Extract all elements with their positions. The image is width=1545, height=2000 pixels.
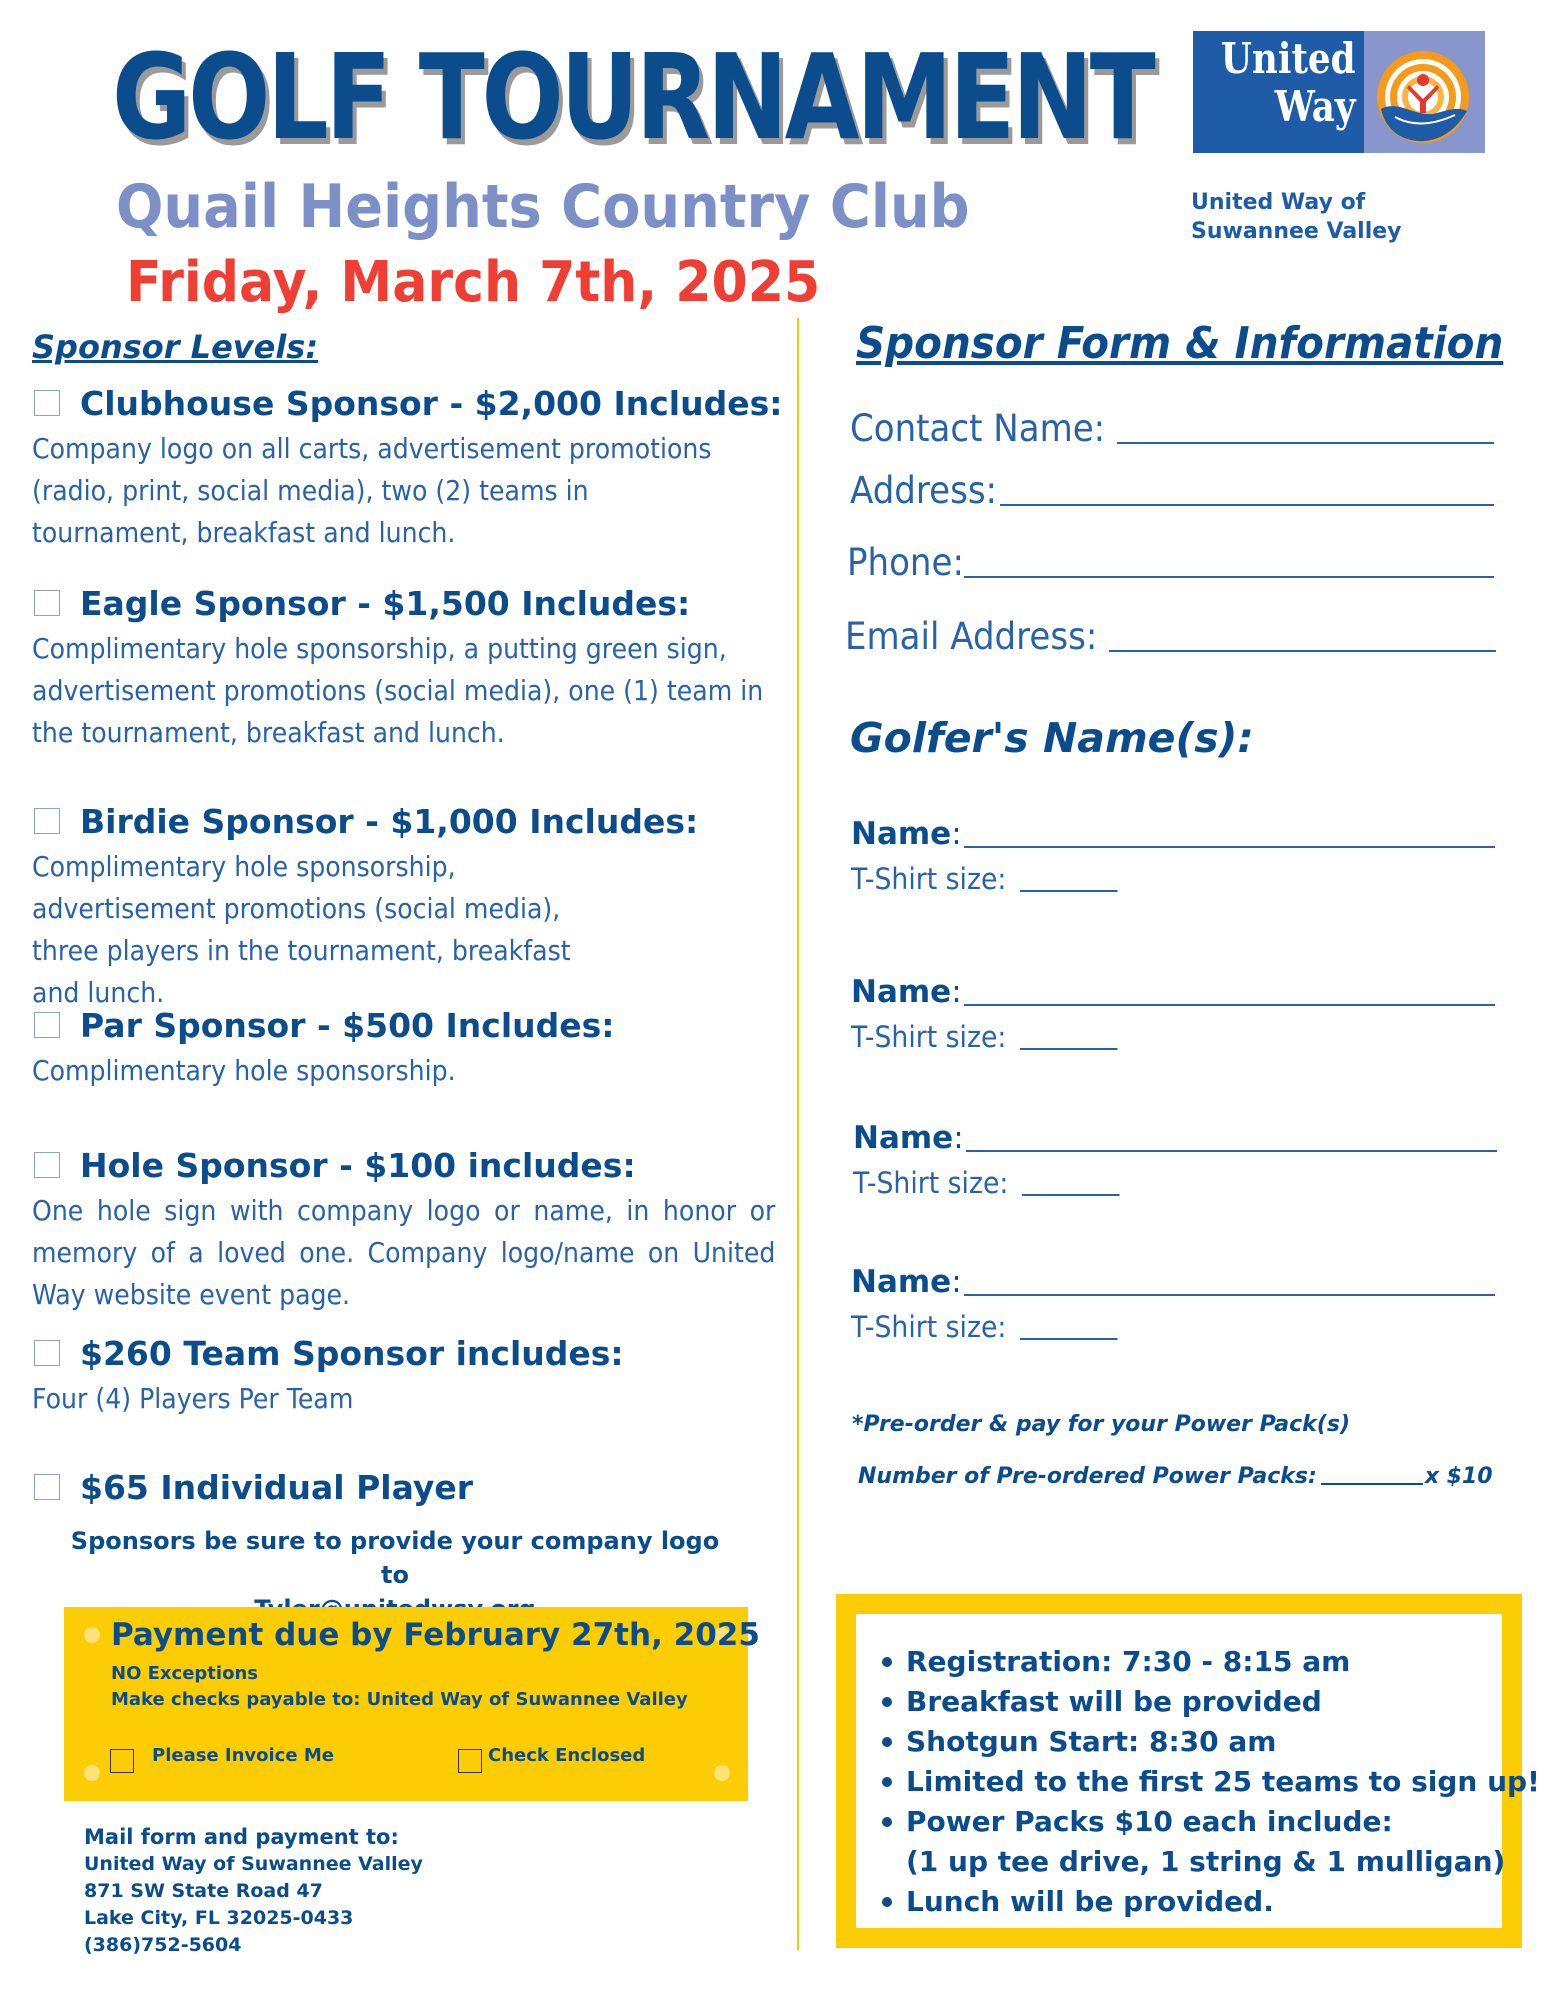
sponsor-level-birdie xyxy=(32,802,777,1014)
tshirt-label: T-Shirt size: xyxy=(851,1310,1007,1344)
logo-wordmark-panel xyxy=(1193,31,1364,153)
check-enclosed-checkbox[interactable] xyxy=(458,1749,482,1773)
mail-city: Lake City, FL 32025-0433 xyxy=(84,1907,354,1929)
page-title: GOLF TOURNAMENT xyxy=(112,28,1153,166)
contact-name-label: Contact Name: xyxy=(850,407,1106,450)
check-enclosed-label: Check Enclosed xyxy=(488,1745,646,1766)
sponsor-level-hole xyxy=(32,1146,777,1316)
name-line[interactable] xyxy=(964,1294,1495,1296)
invoice-checkbox[interactable] xyxy=(110,1749,134,1773)
info-item-power-pack-detail: (1 up tee drive, 1 string & 1 mulligan) xyxy=(906,1845,1506,1878)
tshirt-size-field[interactable] xyxy=(851,1016,1495,1054)
golfer-name-field[interactable] xyxy=(851,814,1495,852)
eagle-title: Eagle Sponsor - $1,500 Includes: xyxy=(80,584,691,623)
individual-title: $65 Individual Player xyxy=(80,1468,474,1507)
birdie-title: Birdie Sponsor - $1,000 Includes: xyxy=(80,802,699,841)
org-name-line-1: United Way of xyxy=(1191,190,1366,215)
invoice-label: Please Invoice Me xyxy=(152,1745,334,1766)
par-title: Par Sponsor - $500 Includes: xyxy=(80,1006,615,1045)
name-line[interactable] xyxy=(964,846,1495,848)
eagle-description: Complimentary hole sponsorship, a putting green sign, advertisement promotions (social media), one (1) team in the tournament, breakfast and lunch. xyxy=(32,632,764,749)
individual-checkbox[interactable] xyxy=(34,1474,60,1500)
birdie-description: Complimentary hole sponsorship, advertisement promotions (social media), three players in the tournament, breakfast and lunch. xyxy=(32,850,571,1009)
mail-phone: (386)752-5604 xyxy=(84,1934,242,1956)
payment-deadline: Payment due by February 27th, 2025 xyxy=(111,1617,760,1653)
golfer-name-field[interactable] xyxy=(851,1262,1495,1300)
sponsor-level-title xyxy=(32,802,777,842)
golfer-entry-2 xyxy=(851,972,1495,1054)
phone-field[interactable] xyxy=(847,538,1494,584)
team-description: Four (4) Players Per Team xyxy=(32,1382,354,1415)
golfers-heading: Golfer's Name(s): xyxy=(850,714,1254,762)
sponsor-form-heading: Sponsor Form & Information xyxy=(856,318,1504,369)
phone-label: Phone: xyxy=(847,541,964,584)
venue-name: Quail Heights Country Club xyxy=(116,172,970,242)
address-field[interactable] xyxy=(850,466,1494,512)
contact-name-line[interactable] xyxy=(1117,442,1494,444)
tshirt-label: T-Shirt size: xyxy=(853,1166,1009,1200)
email-label: Email Address: xyxy=(845,615,1098,658)
eagle-checkbox[interactable] xyxy=(34,590,60,616)
tshirt-line[interactable] xyxy=(1020,1048,1118,1050)
payment-box xyxy=(64,1607,760,1801)
event-date: Friday, March 7th, 2025 xyxy=(126,250,821,315)
power-pack-count-label: Number of Pre-ordered Power Packs: xyxy=(858,1464,1317,1489)
sponsor-level-title xyxy=(32,584,777,624)
name-colon: : xyxy=(951,974,962,1010)
power-pack-count-field[interactable] xyxy=(858,1464,1493,1489)
tshirt-line[interactable] xyxy=(1020,1338,1118,1340)
clubhouse-description: Company logo on all carts, advertisement promotions (radio, print, social media), two (2) teams in tournament, breakfast and lunch. xyxy=(32,432,712,549)
address-label: Address: xyxy=(850,469,998,512)
sponsor-level-clubhouse xyxy=(32,384,783,554)
logo-note-line-1: Sponsors be sure to provide your company logo to xyxy=(70,1527,720,1589)
logo-line-2: Way xyxy=(1275,82,1356,131)
info-item-lunch: Lunch will be provided. xyxy=(906,1882,1540,1922)
sponsor-level-par xyxy=(32,1006,777,1092)
name-label: Name xyxy=(851,816,952,852)
tshirt-size-field[interactable] xyxy=(853,1162,1497,1200)
tshirt-line[interactable] xyxy=(1020,890,1118,892)
event-info-panel xyxy=(856,1614,1540,1928)
event-info-list xyxy=(856,1642,1540,1922)
sponsor-level-title xyxy=(32,1006,777,1046)
sponsor-level-title xyxy=(32,384,783,424)
par-description: Complimentary hole sponsorship. xyxy=(32,1054,456,1087)
mail-heading: Mail form and payment to: xyxy=(84,1825,399,1849)
sponsor-level-eagle xyxy=(32,584,777,754)
name-line[interactable] xyxy=(964,1004,1495,1006)
sponsor-level-title xyxy=(32,1146,777,1186)
sponsor-level-individual xyxy=(32,1468,777,1508)
sponsor-levels-heading: Sponsor Levels: xyxy=(32,328,319,366)
event-info-box xyxy=(836,1594,1540,1948)
email-field[interactable] xyxy=(845,612,1496,658)
name-label: Name xyxy=(851,974,952,1010)
phone-line[interactable] xyxy=(964,576,1494,578)
golfer-name-field[interactable] xyxy=(853,1118,1497,1156)
tshirt-size-field[interactable] xyxy=(851,858,1495,896)
logo-wordmark xyxy=(1221,35,1356,131)
golfer-entry-4 xyxy=(851,1262,1495,1344)
name-label: Name xyxy=(853,1120,954,1156)
mail-street: 871 SW State Road 47 xyxy=(84,1880,323,1902)
sponsor-level-team xyxy=(32,1334,777,1420)
power-pack-count-line[interactable] xyxy=(1321,1483,1423,1485)
org-name xyxy=(1191,188,1471,246)
decorative-dot xyxy=(84,1765,100,1781)
info-item-shotgun-start: Shotgun Start: 8:30 am xyxy=(906,1722,1540,1762)
logo-line-1: United xyxy=(1221,34,1356,83)
power-pack-price: x $10 xyxy=(1424,1464,1493,1489)
united-way-logo xyxy=(1193,31,1485,153)
tshirt-label: T-Shirt size: xyxy=(851,1020,1007,1054)
info-item-registration: Registration: 7:30 - 8:15 am xyxy=(906,1642,1540,1682)
tshirt-size-field[interactable] xyxy=(851,1306,1495,1344)
golfer-entry-3 xyxy=(853,1118,1497,1200)
name-colon: : xyxy=(951,1264,962,1300)
payment-no-exceptions: NO Exceptions xyxy=(111,1663,258,1684)
par-checkbox[interactable] xyxy=(34,1012,60,1038)
team-title: $260 Team Sponsor includes: xyxy=(80,1334,624,1373)
email-line[interactable] xyxy=(1109,650,1496,652)
info-item-power-packs: Power Packs $10 each include: xyxy=(906,1802,1540,1842)
name-colon: : xyxy=(951,816,962,852)
info-item-team-limit: Limited to the first 25 teams to sign up! xyxy=(906,1762,1540,1802)
name-colon: : xyxy=(953,1120,964,1156)
payment-payable-to: Make checks payable to: United Way of Suwannee Valley xyxy=(111,1689,688,1710)
sponsor-level-title xyxy=(32,1334,777,1374)
sponsor-level-title xyxy=(32,1468,777,1508)
name-label: Name xyxy=(851,1264,952,1300)
golfer-name-field[interactable] xyxy=(851,972,1495,1010)
hole-checkbox[interactable] xyxy=(34,1152,60,1178)
org-name-line-2: Suwannee Valley xyxy=(1191,219,1402,244)
hole-title: Hole Sponsor - $100 includes: xyxy=(80,1146,636,1185)
name-line[interactable] xyxy=(966,1150,1497,1152)
decorative-dot xyxy=(714,1765,730,1781)
contact-name-field[interactable] xyxy=(850,404,1494,450)
mail-org: United Way of Suwannee Valley xyxy=(84,1853,423,1875)
column-divider xyxy=(797,318,799,1950)
address-line[interactable] xyxy=(1000,504,1494,506)
team-checkbox[interactable] xyxy=(34,1340,60,1366)
tshirt-label: T-Shirt size: xyxy=(851,862,1007,896)
decorative-dot xyxy=(84,1627,100,1643)
clubhouse-checkbox[interactable] xyxy=(34,390,60,416)
clubhouse-title: Clubhouse Sponsor - $2,000 Includes: xyxy=(80,384,783,423)
hole-description: One hole sign with company logo or name, in honor or memory of a loved one. Company logo/name on United Way website event page. xyxy=(32,1194,776,1311)
united-way-hand-icon xyxy=(1373,47,1473,151)
tshirt-line[interactable] xyxy=(1022,1194,1120,1196)
power-pack-preorder-note: *Pre-order & pay for your Power Pack(s) xyxy=(852,1412,1351,1437)
birdie-checkbox[interactable] xyxy=(34,808,60,834)
golfer-entry-1 xyxy=(851,814,1495,896)
mail-address-block xyxy=(84,1824,423,1959)
info-item-breakfast: Breakfast will be provided xyxy=(906,1682,1540,1722)
